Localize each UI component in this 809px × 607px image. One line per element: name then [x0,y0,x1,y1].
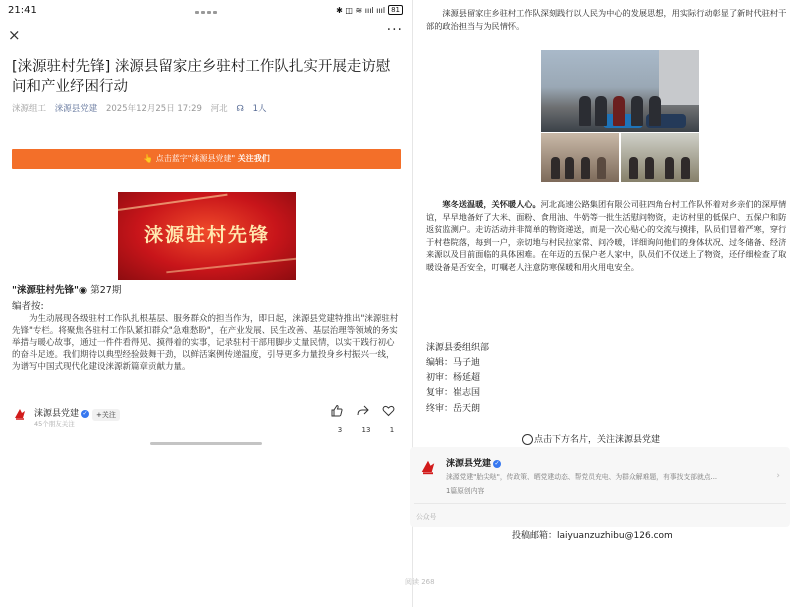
paragraph-1: 涞源县留家庄乡驻村工作队深刻践行以人民为中心的发展思想，用实际行动彰显了新时代驻村干部的政治担当与为民情怀。 [426,8,787,31]
person [631,96,643,126]
credit-editor: 编辑：马子迪 [426,358,481,368]
card-type-label: 公众号 [416,513,437,521]
card-divider [414,503,786,504]
person [579,96,591,126]
follow-banner-text: 点击蓝字"涞源县党建" [155,154,236,163]
multitask-dots[interactable] [195,6,219,10]
headphone-icon: ☊ [236,104,244,114]
editor-note-text: 为生动展现各级驻村工作队扎根基层、服务群众的担当作为，即日起，涞源县党建特推出"涞源驻村先锋"专栏。将聚焦各驻村工作队紧扣群众"急难愁盼"，在产业发展、民生改善、基层治理等领域的务实举措与暖心故事，通过一件件看得见、摸得着的实事，记录驻村干部用脚步丈量民情，以实干践行初心的奋斗足迹。我们期待以典型经验鼓舞干劲，以鲜活案例传递温度，引导更多力量投身乡村振兴一线，为谱写中国式现代化建设涞源新篇章贡献力量。 [12,314,399,372]
more-icon[interactable]: ··· [386,22,403,38]
credit-second-review: 复审：崔志国 [426,388,481,398]
building [659,50,699,105]
banner-text: 涞源驻村先锋 [143,224,270,246]
person [613,96,625,126]
org-name: 涞源县委组织部 [426,343,490,353]
paragraph-2 [426,198,794,273]
share-button[interactable] [356,404,376,436]
account-link[interactable]: 涞源县党建 [54,104,98,114]
person [649,96,661,126]
like-button[interactable] [330,404,350,436]
person [595,96,607,126]
article-meta [12,102,279,114]
heart-icon [382,404,395,417]
thumbs-up-icon [330,404,343,417]
battery-icon: 81 [388,5,403,15]
favorite-button[interactable] [382,404,402,436]
credit-first-review: 初审：杨延超 [426,373,481,383]
circle-icon [522,434,533,445]
paragraph-2-body: 河北高速公路集团有限公司驻四角台村工作队怀着对乡亲们的深厚情谊，早早地备好了大米、面粉、食用油、牛奶等一批生活慰问物资，走访村里的低保户、五保户和防返贫监测户。走访活动并非简单的物资递送，而是一次心贴心的交流与摸排，队员们冒着严寒，穿行于村巷院落，每到一户，亲切地与村民拉家常、问冷暖，详细询问他们的身体状况、过冬储备、经济来源以及目前面临的具体困难。在年迈的五保户老人家中，队员们不仅送上了物资，还仔细检查了取暖设备是否安全，叮嘱老人注意防寒保暖和用火用电安全。 [426,199,787,272]
card-article-count: 1篇原创内容 [446,487,485,495]
editor-note-label: 编者按: [12,301,44,312]
status-icons [336,5,403,15]
article-navbar [0,22,413,46]
article-title: [涞源驻村先锋] 涞源县留家庄乡驻村工作队扎实开展走访慰问和产业纾困行动 [12,59,391,95]
team-photo-main [541,50,699,132]
read-count: 阅读 268 [405,578,435,586]
friends-follow-count: 45个朋友关注 [34,420,75,428]
visit-photo-2 [621,133,699,182]
follow-prompt: 点击下方名片，关注涞源县党建 [522,432,660,445]
column-banner-image [118,192,296,280]
share-icon [356,404,369,417]
close-icon[interactable]: × [8,26,21,44]
banner-stroke [166,257,296,274]
status-time: 21:41 [8,5,37,16]
party-logo-icon [418,457,438,477]
home-indicator[interactable] [150,442,262,445]
account-name[interactable]: 涞源县党建 ✓ [34,409,88,419]
party-logo-icon[interactable] [12,406,28,422]
article-source: 涞源组工 [12,104,47,114]
submission-email: 投稿邮箱：laiyuanzuzhibu@126.com [512,531,673,541]
follow-button[interactable]: +关注 [92,409,120,421]
pointer-icon: 👆 [143,154,154,163]
follow-banner[interactable] [12,149,401,169]
article-location: 河北 [210,104,228,114]
listeners-count: 1人 [252,104,267,114]
visit-photo-1 [541,133,619,182]
card-description: 涞源党建"胎尖哒"，传政策、晒党建动态、帮党员充电、为群众解难题，有事找支部就点... [446,473,718,481]
status-bar [0,0,413,22]
credit-final-review: 终审：岳天朗 [426,404,481,414]
signal-icons: ✱ ◫ ≋ ıııl ıııl [336,5,386,15]
series-name: "涞源驻村先锋" [12,285,79,296]
series-issue: 第27期 [90,285,122,296]
listen-button[interactable] [236,104,272,114]
card-account-name: 涞源县党建 ✓ [446,459,500,469]
chevron-right-icon: › [776,471,780,481]
verified-icon: ✓ [494,459,500,467]
follow-banner-bold: 关注我们 [237,154,270,163]
account-bar [12,402,402,432]
bullet-icon: ◉ [78,285,88,296]
like-count: 3 [337,426,343,434]
account-card[interactable] [410,447,790,527]
paragraph-2-heading: 寒冬送温暖，关怀暖人心。 [442,199,541,209]
verified-icon: ✓ [82,409,88,417]
series-line [12,282,121,296]
email-address[interactable]: laiyuanzuzhibu@126.com [557,531,673,541]
favorite-count: 1 [389,426,395,434]
banner-stroke [118,194,228,213]
article-datetime: 2025年12月25日 17:29 [105,104,202,114]
share-count: 13 [361,426,371,434]
